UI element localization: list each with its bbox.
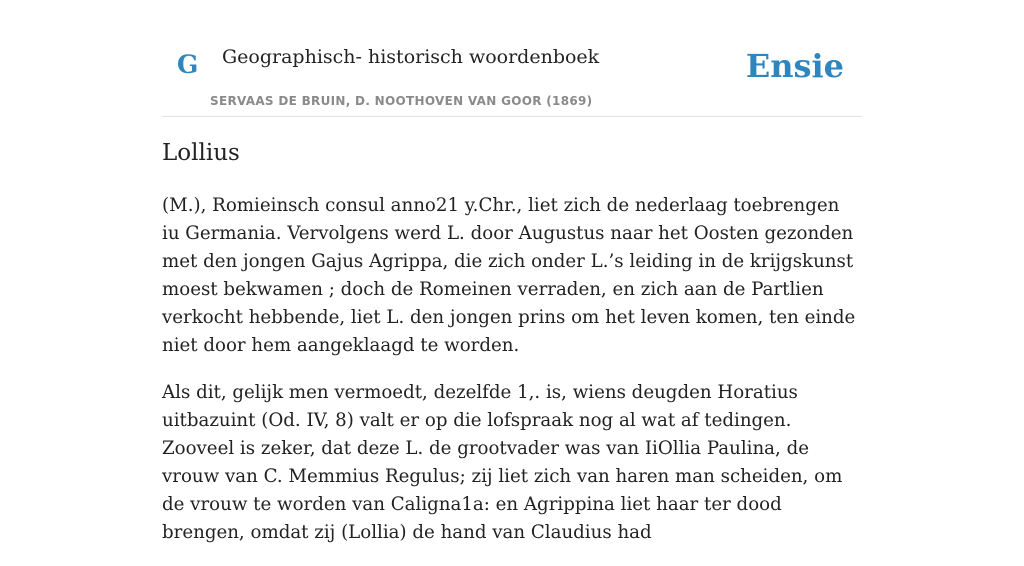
entry-title: Lollius [162,140,240,166]
entry-body [162,192,862,566]
brand-logo-link[interactable]: Ensie [745,47,844,85]
book-author: SERVAAS DE BRUIN, D. NOOTHOVEN VAN GOOR (1869) [210,94,593,108]
book-title[interactable]: Geographisch- historisch woordenboek [222,46,600,68]
entry-paragraph: (M.), Romieinsch consul anno21 y.Chr., liet zich de nederlaag toebrengen iu Germania. Vervolgens werd L. door Augustus naar het Oosten gezonden met den jongen Gajus Agrippa, die zich onder L.’s leiding in de krijgskunst moest bekwamen ; doch de Romeinen verraden, en zich aan de Partlien verkocht hebbende, liet L. den jongen prins om het leven komen, ten einde niet door hem aangeklaagd te worden. [162,195,856,356]
book-header [162,0,862,117]
entry-paragraph: Als dit, gelijk men vermoedt, dezelfde 1,. is, wiens deugden Horatius uitbazuint (Od. IV, 8) valt er op die lofspraak nog al wat af tedingen. Zooveel is zeker, dat deze L. de grootvader was van IiOllia Paulina, de vrouw van C. Memmius Regulus; zij liet zich van haren man scheiden, om de vrouw te worden van Caligna1a: en Agrippina liet haar ter dood brengen, omdat zij (Lollia) de hand van Claudius had [162,382,843,543]
book-logo-icon: G [177,50,199,79]
